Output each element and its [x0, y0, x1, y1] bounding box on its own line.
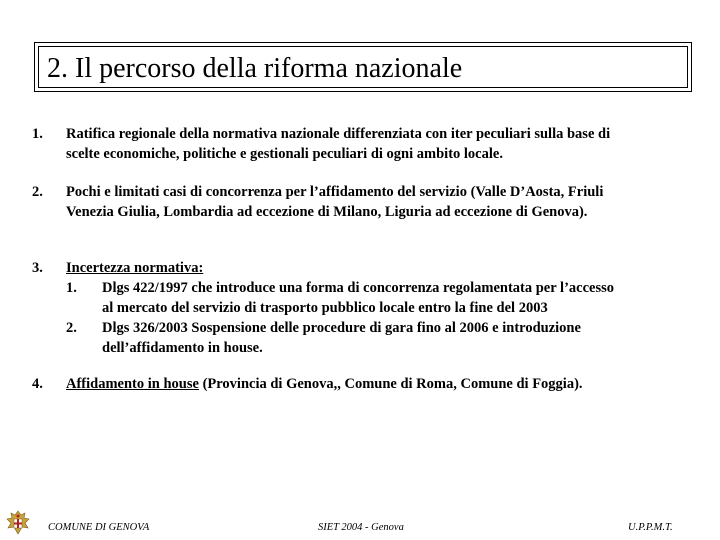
- item-body: [66, 124, 686, 164]
- item-number: 2.: [32, 184, 43, 200]
- item-body: [66, 258, 686, 358]
- item-line: Venezia Giulia, Lombardia ad eccezione di Milano, Liguria ad eccezione di Genova).: [66, 204, 588, 220]
- title-frame: [34, 42, 692, 92]
- item-text: (Provincia di Genova,, Comune di Roma, Comune di Foggia).: [198, 376, 583, 392]
- item-underlined-text: Affidamento in house: [66, 376, 199, 392]
- item-heading: Incertezza normativa:: [66, 260, 204, 276]
- item-body: [66, 182, 686, 222]
- sub-item-line: al mercato del servizio di trasporto pubblico locale entro la fine del 2003: [102, 300, 548, 316]
- sub-item-number: 2.: [66, 320, 77, 336]
- sub-item-line: Dlgs 422/1997 che introduce una forma di concorrenza regolamentata per l’accesso: [102, 280, 614, 296]
- sub-item-line: dell’affidamento in house.: [102, 340, 263, 356]
- item-line: Pochi e limitati casi di concorrenza per l’affidamento del servizio (Valle D’Aosta, Friuli: [66, 184, 604, 200]
- footer-center: SIET 2004 - Genova: [318, 522, 404, 533]
- sub-item-2: [66, 318, 686, 358]
- item-line: scelte economiche, politiche e gestionali peculiari di ogni ambito locale.: [66, 146, 503, 162]
- item-body: [66, 374, 686, 394]
- item-number: 4.: [32, 376, 43, 392]
- item-number: 3.: [32, 260, 43, 276]
- coat-of-arms-icon: [2, 508, 34, 540]
- slide-title: 2. Il percorso della riforma nazionale: [47, 53, 463, 84]
- item-line: Ratifica regionale della normativa nazionale differenziata con iter peculiari sulla base di: [66, 126, 611, 142]
- footer-right: U.P.P.M.T.: [628, 522, 673, 533]
- item-number: 1.: [32, 126, 43, 142]
- sub-item-1: [66, 278, 686, 318]
- sub-item-number: 1.: [66, 280, 77, 296]
- sub-item-line: Dlgs 326/2003 Sospensione delle procedure di gara fino al 2006 e introduzione: [102, 320, 581, 336]
- title-inner-frame: [38, 46, 688, 88]
- footer-left: COMUNE DI GENOVA: [48, 522, 150, 533]
